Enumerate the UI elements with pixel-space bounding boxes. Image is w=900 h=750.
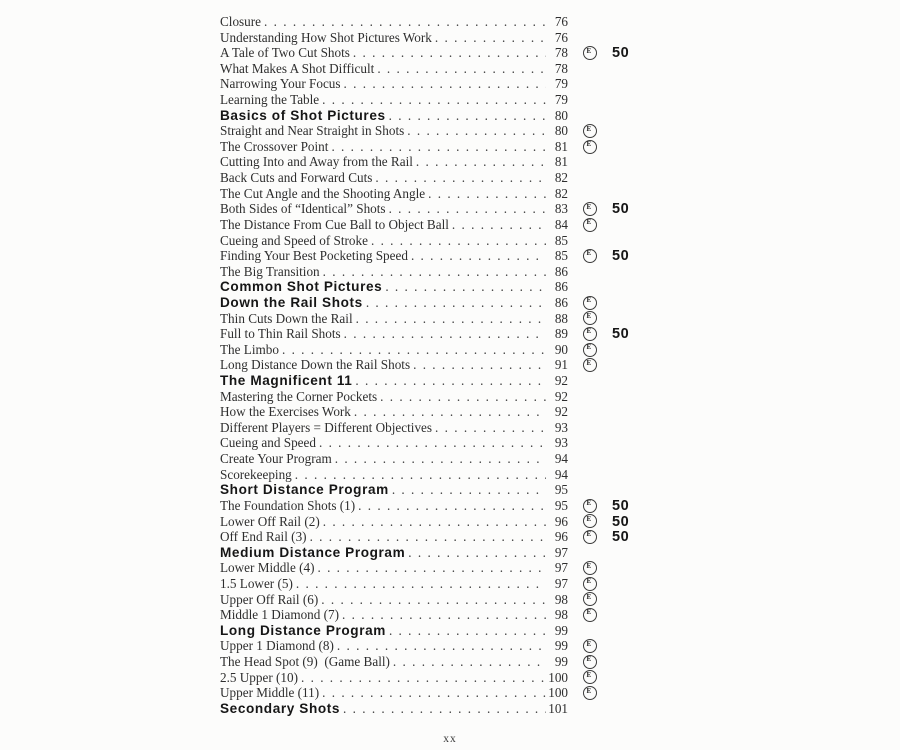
exercise-icon-letter: E xyxy=(586,140,592,149)
toc-entry-icon-slot xyxy=(583,514,599,528)
toc-entry xyxy=(220,685,640,701)
toc-entry xyxy=(220,560,640,576)
toc-entry-icon-slot xyxy=(583,655,599,669)
dot-leader xyxy=(389,623,546,639)
toc-entry-title: Lower Middle (4) xyxy=(220,560,315,576)
toc-entry-page-number: 92 xyxy=(554,388,568,404)
dot-leader xyxy=(375,170,546,186)
toc-entry-title: Lower Off Rail (2) xyxy=(220,513,320,529)
toc-entry-page-number: 99 xyxy=(554,638,568,654)
toc-entry-icon-slot xyxy=(583,624,599,638)
dot-leader xyxy=(408,545,546,561)
toc-entry-page-number: 76 xyxy=(554,29,568,45)
toc-entry-page-number: 97 xyxy=(554,575,568,591)
toc-entry-icon-slot xyxy=(583,327,599,341)
toc-entry-page-number: 79 xyxy=(554,76,568,92)
toc-entry xyxy=(220,326,640,342)
exercise-icon xyxy=(583,343,597,357)
toc-entry-title: 2.5 Upper (10) xyxy=(220,669,299,685)
dot-leader xyxy=(356,311,546,327)
exercise-icon-letter: E xyxy=(586,592,592,601)
exercise-icon-letter: E xyxy=(586,124,592,133)
toc-entry-page-number: 99 xyxy=(554,653,568,669)
toc-entry-title: Closure xyxy=(220,14,262,29)
exercise-icon-letter: E xyxy=(586,514,592,523)
toc-entry-title: Upper 1 Diamond (8) xyxy=(220,638,334,654)
exercise-icon xyxy=(583,124,597,138)
toc-entry xyxy=(220,45,640,61)
dot-leader xyxy=(319,435,546,451)
exercise-icon-letter: E xyxy=(586,530,592,539)
toc-entry xyxy=(220,76,640,92)
dot-leader xyxy=(413,357,546,373)
toc-entry-page-number: 92 xyxy=(554,404,568,420)
toc-entry-icon-slot xyxy=(583,46,599,60)
dot-leader xyxy=(371,233,546,249)
dot-leader xyxy=(377,61,546,77)
exercise-icon-letter: E xyxy=(586,202,592,211)
toc-entry xyxy=(220,264,640,280)
toc-entry xyxy=(220,248,640,264)
toc-entry-page-number: 89 xyxy=(554,326,568,342)
toc-entry-icon-slot xyxy=(583,452,599,466)
dot-leader xyxy=(392,482,546,498)
toc-entry-title: Learning the Table xyxy=(220,92,320,108)
page-number-footer: xx xyxy=(443,733,457,745)
toc-entry-page-number: 100 xyxy=(548,685,568,701)
toc-entry xyxy=(220,30,640,46)
toc-entry-title: Back Cuts and Forward Cuts xyxy=(220,170,373,186)
exercise-icon xyxy=(583,670,597,684)
score-value: 50 xyxy=(612,513,630,530)
toc-entry-icon-slot xyxy=(583,374,599,388)
toc-entry xyxy=(220,108,640,124)
toc-entry-title: Upper Middle (11) xyxy=(220,685,320,701)
toc-entry-icon-slot xyxy=(583,686,599,700)
exercise-icon-letter: E xyxy=(586,608,592,617)
toc-entry-title: Down the Rail Shots xyxy=(220,294,363,310)
toc-entry-page-number: 85 xyxy=(554,232,568,248)
toc-entry-icon-slot xyxy=(583,702,599,716)
exercise-icon xyxy=(583,686,597,700)
toc-entry-page-number: 81 xyxy=(554,154,568,170)
toc-entry-title: Long Distance Down the Rail Shots xyxy=(220,357,411,373)
toc-entry-title: How the Exercises Work xyxy=(220,404,351,420)
toc-entry-icon-slot xyxy=(583,15,599,29)
exercise-icon-letter: E xyxy=(586,311,592,320)
dot-leader xyxy=(385,279,546,295)
toc-entry-icon-slot xyxy=(583,530,599,544)
exercise-icon xyxy=(583,311,597,325)
toc-entry-title: Off End Rail (3) xyxy=(220,529,307,545)
exercise-icon xyxy=(583,655,597,669)
toc-entry-icon-slot xyxy=(583,343,599,357)
exercise-icon-letter: E xyxy=(586,218,592,227)
toc-entry-title: Different Players = Different Objectives xyxy=(220,419,433,435)
exercise-icon xyxy=(583,249,597,263)
toc-entry xyxy=(220,545,640,561)
toc-entry-title: What Makes A Shot Difficult xyxy=(220,60,375,76)
toc-entry-page-number: 95 xyxy=(554,497,568,513)
toc-entry-icon-slot xyxy=(583,280,599,294)
toc-entry xyxy=(220,14,640,30)
dot-leader xyxy=(354,404,546,420)
toc-entry-title: The Head Spot (9) (Game Ball) xyxy=(220,653,390,669)
toc-entry-icon-slot xyxy=(583,561,599,575)
exercise-icon xyxy=(583,218,597,232)
toc-entry xyxy=(220,342,640,358)
exercise-icon-letter: E xyxy=(586,561,592,570)
toc-entry-page-number: 80 xyxy=(554,123,568,139)
toc-entry-title: Cueing and Speed xyxy=(220,435,316,451)
toc-entry-icon-slot xyxy=(583,155,599,169)
exercise-icon xyxy=(583,46,597,60)
exercise-icon xyxy=(583,592,597,606)
toc-entry-title: The Cut Angle and the Shooting Angle xyxy=(220,185,426,201)
dot-leader xyxy=(322,685,546,701)
toc-entry xyxy=(220,311,640,327)
toc-entry-icon-slot xyxy=(583,140,599,154)
exercise-icon xyxy=(583,499,597,513)
exercise-icon-letter: E xyxy=(586,686,592,695)
dot-leader xyxy=(389,108,546,124)
score-value: 50 xyxy=(612,45,630,62)
toc-entry-title: Straight and Near Straight in Shots xyxy=(220,123,405,139)
score-value: 50 xyxy=(612,326,630,343)
toc-entry-page-number: 86 xyxy=(554,294,568,310)
toc-entry-icon-slot xyxy=(583,577,599,591)
toc-entry-icon-slot xyxy=(583,171,599,185)
toc-entry xyxy=(220,389,640,405)
dot-leader xyxy=(344,76,546,92)
exercise-icon-letter: E xyxy=(586,249,592,258)
score-value: 50 xyxy=(612,201,630,218)
toc-entry-page-number: 92 xyxy=(554,373,568,389)
toc-entry xyxy=(220,61,640,77)
toc-entry-page-number: 81 xyxy=(554,138,568,154)
dot-leader xyxy=(416,154,546,170)
toc-entry-icon-slot xyxy=(583,218,599,232)
toc-entry-title: Both Sides of “Identical” Shots xyxy=(220,201,386,217)
dot-leader xyxy=(435,30,546,46)
dot-leader xyxy=(295,467,546,483)
toc-entry-icon-slot xyxy=(583,499,599,513)
exercise-icon-letter: E xyxy=(586,670,592,679)
toc-entry xyxy=(220,482,640,498)
dot-leader xyxy=(358,498,546,514)
toc-entry xyxy=(220,201,640,217)
toc-entry-page-number: 76 xyxy=(554,14,568,29)
toc-entry-title: The Magnificent 11 xyxy=(220,373,353,389)
exercise-icon xyxy=(583,608,597,622)
toc-entry xyxy=(220,217,640,233)
exercise-icon xyxy=(583,296,597,310)
toc-entry-page-number: 82 xyxy=(554,185,568,201)
toc-entry-icon-slot xyxy=(583,233,599,247)
score-value: 50 xyxy=(612,529,630,546)
dot-leader xyxy=(282,342,546,358)
toc-entry-title: The Crossover Point xyxy=(220,138,329,154)
exercise-icon-letter: E xyxy=(586,577,592,586)
toc-entry-icon-slot xyxy=(583,30,599,44)
toc-entry-icon-slot xyxy=(583,467,599,481)
toc-entry xyxy=(220,279,640,295)
toc-entry xyxy=(220,498,640,514)
toc-entry-icon-slot xyxy=(583,202,599,216)
toc-entry-icon-slot xyxy=(583,436,599,450)
toc-entry xyxy=(220,357,640,373)
toc-entry-icon-slot xyxy=(583,311,599,325)
dot-leader xyxy=(389,201,546,217)
dot-leader xyxy=(366,295,546,311)
toc-entry-title: Mastering the Corner Pockets xyxy=(220,388,378,404)
toc-entry xyxy=(220,139,640,155)
exercise-icon xyxy=(583,327,597,341)
toc-entry-icon-slot xyxy=(583,93,599,107)
toc-entry-title: Common Shot Pictures xyxy=(220,279,383,295)
score-value: 50 xyxy=(612,248,630,265)
toc-entry-page-number: 100 xyxy=(548,669,568,685)
exercise-icon-letter: E xyxy=(586,499,592,508)
dot-leader xyxy=(452,217,546,233)
toc-entry-page-number: 91 xyxy=(554,357,568,373)
toc-entry-icon-slot xyxy=(583,389,599,403)
toc-entry-title: Medium Distance Program xyxy=(220,544,406,560)
dot-leader xyxy=(337,638,546,654)
toc-entry-icon-slot xyxy=(583,405,599,419)
toc-entry-page-number: 86 xyxy=(554,263,568,279)
toc-entry-title: Upper Off Rail (6) xyxy=(220,591,319,607)
toc-entry-page-number: 93 xyxy=(554,435,568,451)
toc-entry-icon-slot xyxy=(583,421,599,435)
toc-entry-title: A Tale of Two Cut Shots xyxy=(220,45,350,61)
toc-entry-page-number: 94 xyxy=(554,451,568,467)
toc-entry-title: Narrowing Your Focus xyxy=(220,76,341,92)
toc-entry-title: Understanding How Shot Pictures Work xyxy=(220,29,432,45)
toc-entry-title: Cutting Into and Away from the Rail xyxy=(220,154,413,170)
dot-leader xyxy=(380,389,546,405)
dot-leader xyxy=(428,186,546,202)
dot-leader xyxy=(322,92,546,108)
toc-entry-title: The Big Transition xyxy=(220,263,320,279)
toc-entry xyxy=(220,373,640,389)
dot-leader xyxy=(355,373,546,389)
toc-entry-page-number: 101 xyxy=(548,700,568,716)
dot-leader xyxy=(407,123,546,139)
toc-entry-title: Secondary Shots xyxy=(220,700,341,716)
toc-entry-icon-slot xyxy=(583,265,599,279)
toc-entry xyxy=(220,701,640,717)
toc-entry-icon-slot xyxy=(583,296,599,310)
toc-entry-title: The Foundation Shots (1) xyxy=(220,497,356,513)
dot-leader xyxy=(353,45,546,61)
toc-entry xyxy=(220,123,640,139)
toc-entry-title: Thin Cuts Down the Rail xyxy=(220,310,353,326)
toc-entry xyxy=(220,435,640,451)
toc-entry-page-number: 96 xyxy=(554,529,568,545)
toc-entry-title: Full to Thin Rail Shots xyxy=(220,326,341,342)
dot-leader xyxy=(344,326,546,342)
toc-entry-icon-slot xyxy=(583,62,599,76)
toc-entry-page-number: 80 xyxy=(554,107,568,123)
toc-entry xyxy=(220,420,640,436)
dot-leader xyxy=(301,670,546,686)
toc-entry-page-number: 98 xyxy=(554,607,568,623)
toc-entry xyxy=(220,170,640,186)
exercise-icon-letter: E xyxy=(586,296,592,305)
toc-entry-page-number: 90 xyxy=(554,341,568,357)
exercise-icon-letter: E xyxy=(586,655,592,664)
toc-entry-page-number: 99 xyxy=(554,622,568,638)
toc-entry-icon-slot xyxy=(583,124,599,138)
toc-entry-page-number: 79 xyxy=(554,92,568,108)
toc-entry xyxy=(220,92,640,108)
toc-entry xyxy=(220,529,640,545)
dot-leader xyxy=(411,248,546,264)
toc-entry xyxy=(220,233,640,249)
toc-entry-icon-slot xyxy=(583,639,599,653)
toc-entry-title: The Distance From Cue Ball to Object Ball xyxy=(220,216,449,232)
exercise-icon xyxy=(583,639,597,653)
toc-entry-page-number: 85 xyxy=(554,248,568,264)
toc-entry xyxy=(220,670,640,686)
exercise-icon xyxy=(583,140,597,154)
dot-leader xyxy=(343,701,546,717)
toc-entry xyxy=(220,576,640,592)
toc-entry-icon-slot xyxy=(583,187,599,201)
toc-entry xyxy=(220,467,640,483)
toc-list xyxy=(220,14,640,716)
toc-entry-page-number: 93 xyxy=(554,419,568,435)
toc-entry-page-number: 97 xyxy=(554,544,568,560)
toc-entry-page-number: 94 xyxy=(554,466,568,482)
toc-entry-icon-slot xyxy=(583,546,599,560)
toc-entry xyxy=(220,295,640,311)
toc-entry xyxy=(220,623,640,639)
toc-entry-title: Middle 1 Diamond (7) xyxy=(220,607,340,623)
toc-entry-page-number: 84 xyxy=(554,216,568,232)
toc-entry xyxy=(220,592,640,608)
dot-leader xyxy=(393,654,546,670)
toc-entry-icon-slot xyxy=(583,108,599,122)
exercise-icon-letter: E xyxy=(586,639,592,648)
toc-entry-title: Short Distance Program xyxy=(220,482,389,498)
dot-leader xyxy=(321,592,546,608)
exercise-icon xyxy=(583,530,597,544)
dot-leader xyxy=(435,420,546,436)
toc-entry xyxy=(220,607,640,623)
toc-entry xyxy=(220,514,640,530)
dot-leader xyxy=(310,529,546,545)
exercise-icon xyxy=(583,577,597,591)
exercise-icon-letter: E xyxy=(586,46,592,55)
exercise-icon-letter: E xyxy=(586,358,592,367)
toc-entry-title: Scorekeeping xyxy=(220,466,292,482)
toc-entry-page-number: 97 xyxy=(554,560,568,576)
dot-leader xyxy=(342,607,546,623)
toc-entry xyxy=(220,186,640,202)
toc-entry xyxy=(220,654,640,670)
toc-entry xyxy=(220,638,640,654)
toc-entry-icon-slot xyxy=(583,608,599,622)
toc-entry-page-number: 78 xyxy=(554,60,568,76)
toc-entry xyxy=(220,154,640,170)
exercise-icon xyxy=(583,561,597,575)
exercise-icon xyxy=(583,514,597,528)
dot-leader xyxy=(317,560,546,576)
toc-entry-title: Finding Your Best Pocketing Speed xyxy=(220,248,408,264)
toc-entry-page-number: 82 xyxy=(554,170,568,186)
toc-entry-page-number: 98 xyxy=(554,591,568,607)
dot-leader xyxy=(323,264,546,280)
exercise-icon xyxy=(583,202,597,216)
toc-entry-page-number: 96 xyxy=(554,513,568,529)
toc-entry-icon-slot xyxy=(583,483,599,497)
toc-entry-page-number: 78 xyxy=(554,45,568,61)
exercise-icon xyxy=(583,358,597,372)
toc-entry xyxy=(220,451,640,467)
toc-entry-icon-slot xyxy=(583,592,599,606)
dot-leader xyxy=(264,14,546,30)
toc-entry-title: The Limbo xyxy=(220,341,279,357)
toc-entry-title: Basics of Shot Pictures xyxy=(220,107,386,123)
exercise-icon-letter: E xyxy=(586,327,592,336)
dot-leader xyxy=(296,576,546,592)
toc-entry-title: Create Your Program xyxy=(220,451,332,467)
toc-entry xyxy=(220,404,640,420)
toc-entry-page-number: 95 xyxy=(554,482,568,498)
exercise-icon-letter: E xyxy=(586,343,592,352)
toc-entry-title: 1.5 Lower (5) xyxy=(220,575,293,591)
dot-leader xyxy=(331,139,546,155)
score-value: 50 xyxy=(612,497,630,514)
toc-entry-page-number: 86 xyxy=(554,279,568,295)
toc-entry-icon-slot xyxy=(583,358,599,372)
toc-entry-page-number: 83 xyxy=(554,201,568,217)
toc-entry-title: Cueing and Speed of Stroke xyxy=(220,232,368,248)
toc-entry-icon-slot xyxy=(583,249,599,263)
dot-leader xyxy=(323,514,546,530)
toc-entry-icon-slot xyxy=(583,670,599,684)
toc-entry-page-number: 88 xyxy=(554,310,568,326)
toc-entry-icon-slot xyxy=(583,77,599,91)
dot-leader xyxy=(335,451,546,467)
toc-entry-title: Long Distance Program xyxy=(220,622,386,638)
